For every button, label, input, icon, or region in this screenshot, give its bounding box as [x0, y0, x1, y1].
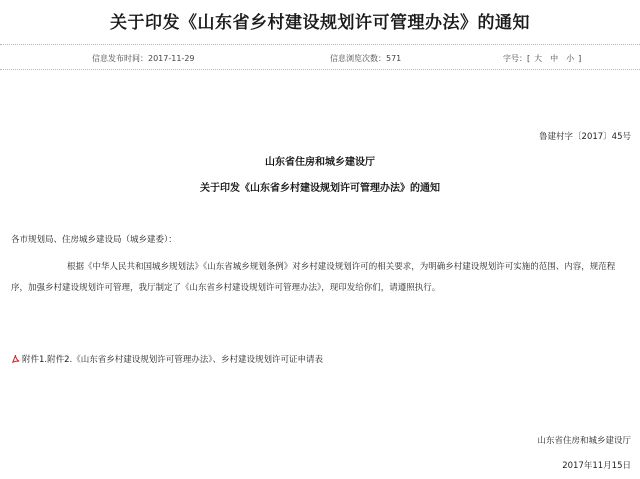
issuer-name: 山东省住房和城乡建设厅 [265, 157, 375, 168]
meta-bar [0, 44, 640, 70]
view-count-label: 信息浏览次数： [330, 54, 386, 63]
publish-date-label: 信息发布时间： [92, 54, 148, 63]
notice-title: 关于印发《山东省乡村建设规划许可管理办法》的通知 [200, 183, 440, 194]
font-large-link[interactable]: 大 [534, 54, 543, 63]
document-number: 鲁建村字〔2017〕45号 [539, 132, 631, 142]
pdf-icon [11, 354, 20, 364]
font-size-close: ] [578, 54, 582, 63]
publish-date-value: 2017-11-29 [148, 54, 195, 63]
recipient-line: 各市规划局、住房城乡建设局（城乡建委）： [11, 235, 177, 245]
body-paragraph: 根据《中华人民共和国城乡规划法》《山东省城乡规划条例》对乡村建设规划许可的相关要求，为明确乡村建设规划许可实施的范围、内容，规范程序，加强乡村建设规划许可管理，我厅制定了《山东省乡村建设规划许可管理办法》，现印发给你们，请遵照执行。 [11, 262, 616, 293]
attachment-line [11, 353, 323, 365]
view-count [330, 53, 401, 64]
font-size-control [503, 53, 581, 64]
publish-date [92, 53, 195, 64]
font-medium-link[interactable]: 中 [550, 54, 559, 63]
attachment-link[interactable]: 附件1.附件2.《山东省乡村建设规划许可管理办法》、乡村建设规划许可证申请表 [22, 355, 323, 365]
font-small-link[interactable]: 小 [566, 54, 575, 63]
font-size-label: 字号：[ [503, 54, 531, 63]
view-count-value: 571 [386, 54, 402, 63]
page-title: 关于印发《山东省乡村建设规划许可管理办法》的通知 [110, 13, 530, 33]
signature-date: 2017年11月15日 [562, 461, 631, 471]
signature-organization: 山东省住房和城乡建设厅 [537, 436, 631, 446]
